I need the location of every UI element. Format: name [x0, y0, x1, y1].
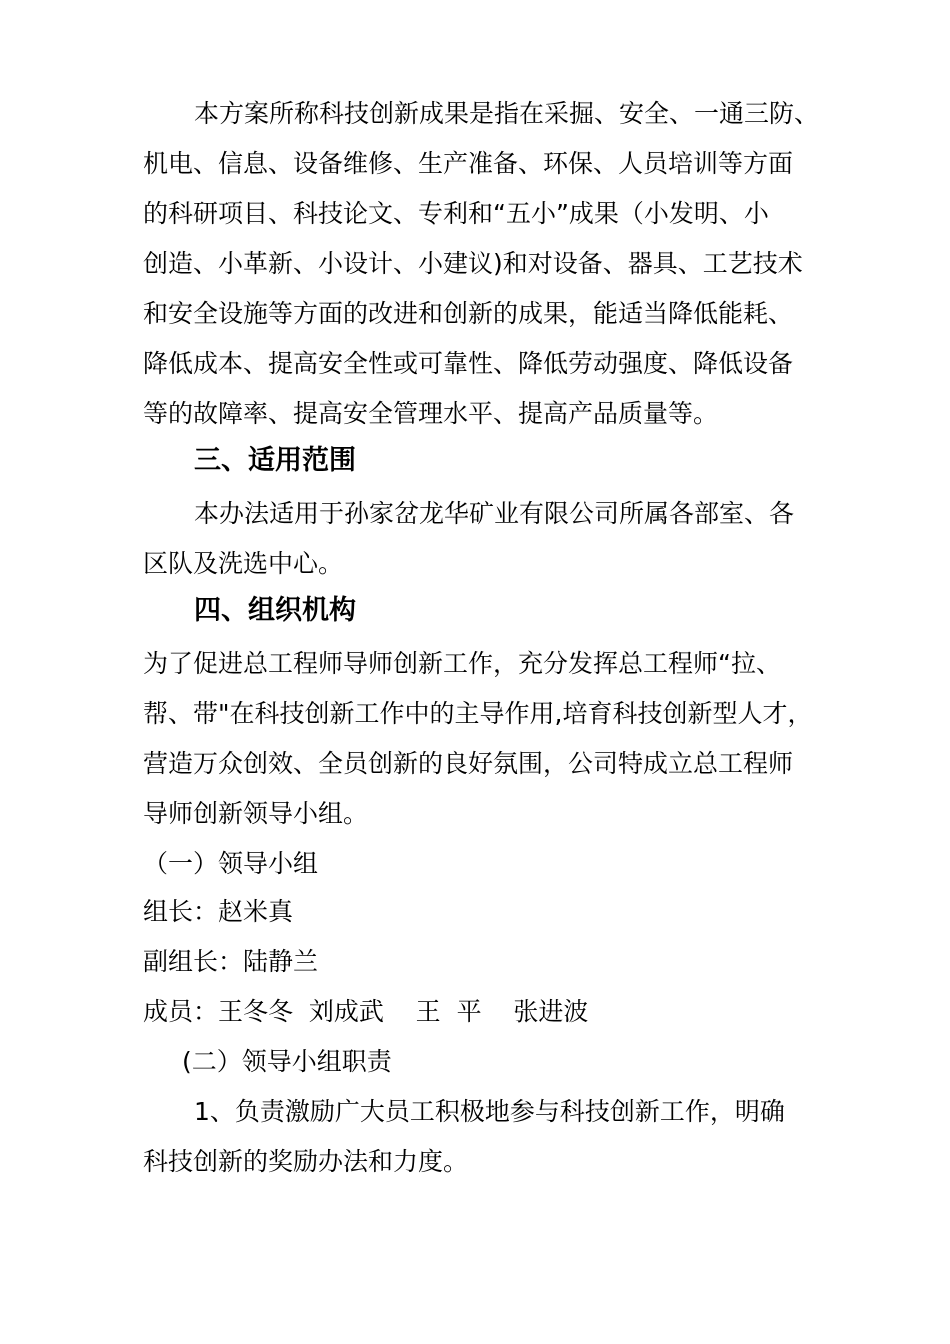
paragraph-1-line-4: 创造、小革新、小设计、小建议)和对设备、器具、工艺技术: [143, 249, 803, 278]
paragraph-1-line-6: 降低成本、提高安全性或可靠性、降低劳动强度、降低设备: [143, 349, 794, 378]
paragraph-1-line-2: 机电、信息、设备维修、生产准备、环保、人员培训等方面: [143, 149, 794, 178]
duty-item-1-line-2: 科技创新的奖励办法和力度。: [143, 1147, 469, 1176]
duty-item-1-line-1: 1、负责激励广大员工积极地参与科技创新工作，明确: [194, 1097, 785, 1126]
paragraph-2-line-1: 本办法适用于孙家岔龙华矿业有限公司所属各部室、各: [194, 499, 795, 528]
paragraph-3-line-1: 为了促进总工程师导师创新工作，充分发挥总工程师“拉、: [143, 649, 781, 678]
section-heading-scope: 三、适用范围: [194, 445, 356, 476]
paragraph-3-line-2: 帮、带"在科技创新工作中的主导作用,培育科技创新型人才，: [143, 699, 813, 728]
subheading-group-duties: (二）领导小组职责: [182, 1047, 392, 1076]
paragraph-1-line-1: 本方案所称科技创新成果是指在采掘、安全、一通三防、: [194, 99, 820, 128]
subheading-leadership-group: （一）领导小组: [143, 849, 319, 878]
paragraph-1-line-7: 等的故障率、提高安全管理水平、提高产品质量等。: [143, 399, 719, 428]
paragraph-2-line-2: 区队及洗选中心。: [143, 549, 344, 578]
paragraph-3-line-4: 导师创新领导小组。: [143, 799, 369, 828]
paragraph-1-line-5: 和安全设施等方面的改进和创新的成果，能适当降低能耗、: [143, 299, 794, 328]
section-heading-organization: 四、组织机构: [194, 595, 356, 626]
paragraph-3-line-3: 营造万众创效、全员创新的良好氛围，公司特成立总工程师: [143, 749, 794, 778]
deputy-leader: 副组长：陆静兰: [143, 947, 319, 976]
group-members: 成员：王冬冬 刘成武 王 平 张进波: [143, 997, 589, 1026]
group-leader: 组长：赵米真: [143, 897, 294, 926]
paragraph-1-line-3: 的科研项目、科技论文、专利和“五小”成果（小发明、小: [143, 199, 769, 228]
